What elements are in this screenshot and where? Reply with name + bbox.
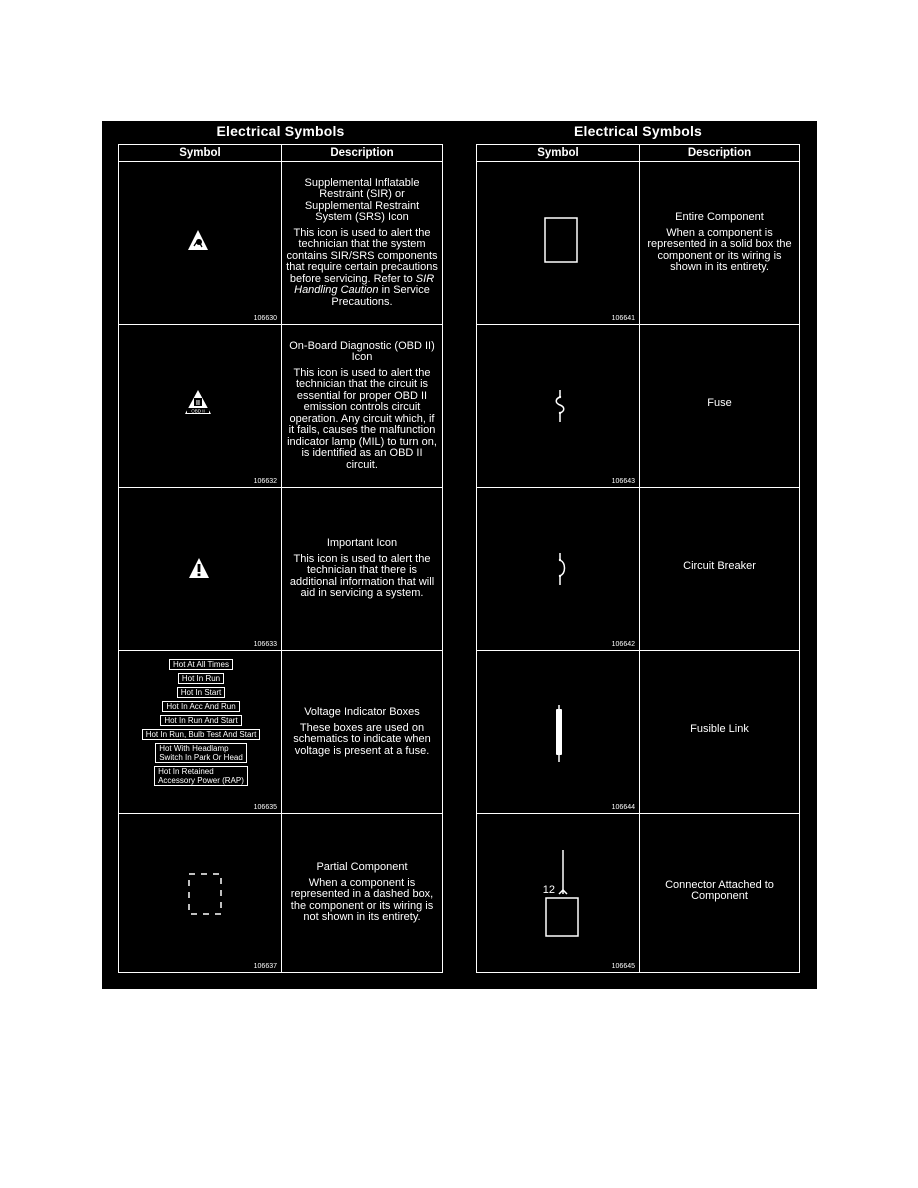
description-title: Circuit Breaker <box>683 560 756 573</box>
figure-id: 106635 <box>253 804 277 811</box>
table-title: Electrical Symbols <box>573 123 703 139</box>
table-row-symbol-cell <box>476 650 640 814</box>
description-title: Connector Attached to Component <box>665 878 774 902</box>
electrical-symbols-panel <box>102 121 817 989</box>
column-header-symbol: Symbol <box>118 144 282 162</box>
svg-text:II: II <box>196 400 200 407</box>
table-row-symbol-cell <box>118 813 282 973</box>
description-title: Fuse <box>707 397 732 410</box>
table-row-symbol-cell <box>476 161 640 325</box>
table-row-description-cell <box>281 650 443 814</box>
voltage-box-hot-in-acc-and-run: Hot In Acc And Run <box>162 701 239 712</box>
voltage-box-hot-in-run: Hot In Run <box>178 673 224 684</box>
description-title: On-Board Diagnostic (OBD II) Icon <box>289 339 435 364</box>
connector-attached-icon <box>541 850 581 940</box>
figure-id: 106644 <box>611 804 635 811</box>
description-title: Entire Component <box>675 211 764 224</box>
description-text: This icon is used to alert the technician that there is additional information that will aid in servicing a system. <box>289 552 435 600</box>
figure-id: 106630 <box>253 315 277 322</box>
table-row-description-cell <box>639 813 800 973</box>
description-text-part: This icon is used to alert the technician that the system contains SIR/SRS components that require certain precautions before servicing. Refer to <box>286 226 438 285</box>
table-row-description-cell <box>639 324 800 488</box>
figure-id: 106641 <box>611 315 635 322</box>
table-row-symbol-cell <box>118 650 282 814</box>
figure-id: 106645 <box>611 963 635 970</box>
fusible-link-icon <box>553 705 565 763</box>
description-text-italic: SIR Handling Caution <box>294 272 435 297</box>
description-title: Partial Component <box>316 861 408 874</box>
important-exclamation-triangle-icon <box>188 557 210 579</box>
obd-ii-warning-triangle-icon <box>184 389 212 415</box>
voltage-box-hot-at-all-times: Hot At All Times <box>169 659 233 670</box>
table-row-symbol-cell <box>118 487 282 651</box>
figure-id: 106643 <box>611 478 635 485</box>
description-title: Voltage Indicator Boxes <box>304 706 420 718</box>
column-header-description: Description <box>281 144 443 162</box>
table-row-symbol-cell <box>476 813 640 973</box>
table-row-symbol-cell <box>476 487 640 651</box>
figure-id: 106632 <box>253 478 277 485</box>
description-text <box>286 228 438 309</box>
sir-warning-triangle-icon <box>187 229 209 251</box>
table-row-description-cell <box>639 487 800 651</box>
table-row-symbol-cell <box>118 161 282 325</box>
figure-id: 106642 <box>611 641 635 648</box>
description-title: Supplemental Inflatable Restraint (SIR) or Supplemental Restraint System (SRS) Icon <box>304 176 420 224</box>
voltage-box-hot-with-headlamp: Hot With Headlamp Switch In Park Or Head <box>155 743 247 763</box>
description-text: When a component is represented in a solid box the component or its wiring is shown in its entirety. <box>647 226 792 274</box>
voltage-box-hot-in-run-bulb-test-and-start: Hot In Run, Bulb Test And Start <box>142 729 261 740</box>
table-row-description-cell <box>639 161 800 325</box>
voltage-box-hot-in-retained-accessory-power: Hot In Retained Accessory Power (RAP) <box>154 766 248 786</box>
solid-box-icon <box>544 217 578 263</box>
description-text-part: in Service Precautions. <box>331 284 430 308</box>
connector-pin-label: 12 <box>542 884 555 896</box>
figure-id: 106637 <box>253 963 277 970</box>
voltage-indicator-boxes <box>119 659 283 789</box>
voltage-box-hot-in-start: Hot In Start <box>177 687 225 698</box>
description-text: When a component is represented in a dashed box, the component or its wiring is not shown in its entirety. <box>290 876 434 924</box>
table-row-description-cell <box>281 487 443 651</box>
description-text: This icon is used to alert the technician that the circuit is essential for proper OBD II emission controls circuit operation. Any circuit which, if it fails, causes the malfunction indicator lamp (MIL) to turn on, is identified as an OBD II circuit. <box>287 366 437 471</box>
table-row-description-cell <box>281 324 443 488</box>
table-title: Electrical Symbols <box>216 123 345 139</box>
table-row-description-cell <box>281 161 443 325</box>
figure-id: 106633 <box>253 641 277 648</box>
description-title: Important Icon <box>326 537 398 550</box>
table-row-symbol-cell <box>118 324 282 488</box>
circuit-breaker-icon <box>553 552 567 586</box>
description-title: Fusible Link <box>690 723 749 736</box>
voltage-box-hot-in-run-and-start: Hot In Run And Start <box>160 715 241 726</box>
table-row-description-cell <box>639 650 800 814</box>
dashed-box-icon <box>187 872 223 916</box>
obd-ii-label: OBD II <box>191 408 205 414</box>
description-text: These boxes are used on schematics to indicate when voltage is present at a fuse. <box>293 721 431 757</box>
column-header-description: Description <box>639 144 800 162</box>
fuse-icon <box>553 389 567 423</box>
column-header-symbol: Symbol <box>476 144 640 162</box>
table-row-symbol-cell <box>476 324 640 488</box>
table-row-description-cell <box>281 813 443 973</box>
